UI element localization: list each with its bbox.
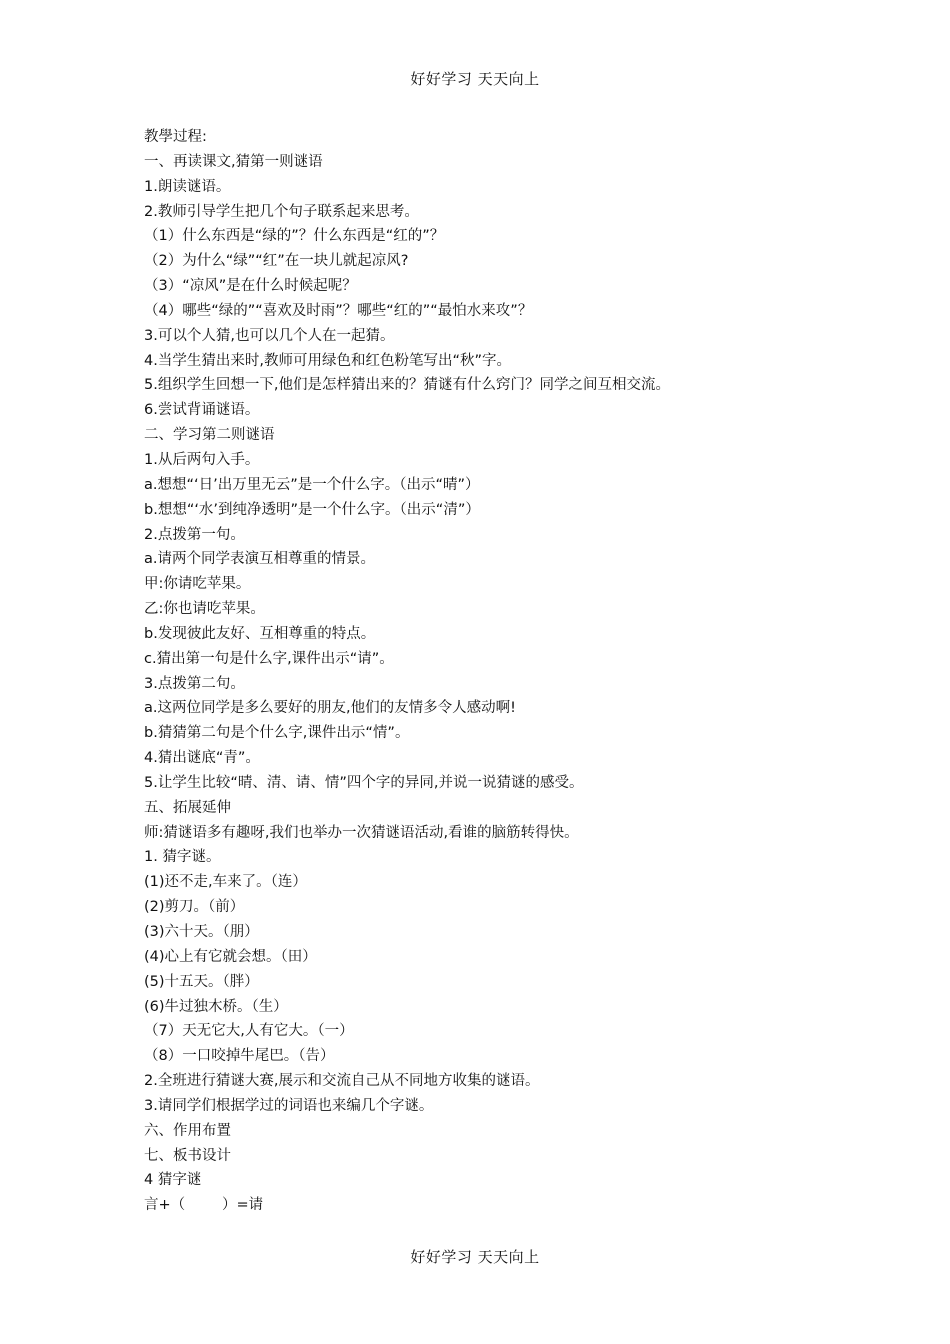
text-line: 3.可以个人猜,也可以几个人在一起猜。 xyxy=(144,327,395,344)
riddle-item: （7）天无它大,人有它大。（一） xyxy=(144,1023,354,1040)
text-line: a.想想“‘日’出万里无云”是一个什么字。（出示“晴”） xyxy=(144,476,480,493)
text-line: b.猜猜第二句是个什么字,课件出示“情”。 xyxy=(144,725,410,742)
text-line: 3.点拨第二句。 xyxy=(144,675,245,692)
board-formula: 言+（ ）=请 xyxy=(144,1197,264,1214)
text-line: a.这两位同学是多么要好的朋友,他们的友情多令人感动啊! xyxy=(144,700,516,717)
text-line: 4.当学生猜出来时,教师可用绿色和红色粉笔写出“秋”字。 xyxy=(144,352,511,369)
text-line: 5.让学生比较“晴、清、请、情”四个字的异同,并说一说猜谜的感受。 xyxy=(144,774,584,791)
text-line: 乙:你也请吃苹果。 xyxy=(144,601,265,618)
section-heading: 六、作用布置 xyxy=(144,1122,231,1139)
text-line: a.请两个同学表演互相尊重的情景。 xyxy=(144,551,375,568)
riddle-item: (1)还不走,车来了。（连） xyxy=(144,874,307,891)
text-line: c.猜出第一句是什么字,课件出示“请”。 xyxy=(144,650,394,667)
text-line: （1）什么东西是“绿的”？什么东西是“红的”？ xyxy=(144,228,445,245)
text-line: b.想想“‘水’到纯净透明”是一个什么字。（出示“清”） xyxy=(144,501,480,518)
section-heading: 五、拓展延伸 xyxy=(144,799,231,816)
text-line: 1.从后两句入手。 xyxy=(144,451,260,468)
section-heading: 一、再读课文,猜第一则谜语 xyxy=(144,153,323,170)
text-line: 2.点拨第一句。 xyxy=(144,526,245,543)
riddle-item: (4)心上有它就会想。（田） xyxy=(144,948,317,965)
text-line: 师:猜谜语多有趣呀,我们也举办一次猜谜语活动,看谁的脑筋转得快。 xyxy=(144,824,579,841)
text-line: 6.尝试背诵谜语。 xyxy=(144,402,260,419)
text-line: 4.猜出谜底“青”。 xyxy=(144,750,260,767)
text-line: 2.全班进行猜谜大赛,展示和交流自己从不同地方收集的谜语。 xyxy=(144,1073,540,1090)
text-line: （3）“凉风”是在什么时候起呢？ xyxy=(144,278,357,295)
section-heading: 七、板书设计 xyxy=(144,1147,231,1164)
riddle-item: （8）一口咬掉牛尾巴。（告） xyxy=(144,1048,335,1065)
text-line: 1.朗读谜语。 xyxy=(144,178,231,195)
text-line: （4）哪些“绿的”“喜欢及时雨”？哪些“红的”“最怕水来攻”？ xyxy=(144,302,533,319)
text-line: 甲:你请吃苹果。 xyxy=(144,576,251,593)
text-line: 2.教师引导学生把几个句子联系起来思考。 xyxy=(144,203,419,220)
text-line: （2）为什么“绿”“红”在一块儿就起凉风? xyxy=(144,253,409,270)
page-footer: 好好学习 天天向上 xyxy=(410,1248,540,1266)
document-body xyxy=(144,125,824,1218)
text-line: 3.请同学们根据学过的词语也来编几个字谜。 xyxy=(144,1097,434,1114)
text-line: 5.组织学生回想一下,他们是怎样猜出来的？猜谜有什么窍门？同学之间互相交流。 xyxy=(144,377,670,394)
section-heading: 二、学习第二则谜语 xyxy=(144,427,275,444)
page-header: 好好学习 天天向上 xyxy=(410,70,540,88)
riddle-item: (2)剪刀。（前） xyxy=(144,899,245,916)
riddle-item: (5)十五天。（胖） xyxy=(144,973,259,990)
section-title: 教學过程: xyxy=(144,129,207,145)
board-title: 4 猜字谜 xyxy=(144,1172,202,1189)
text-line: b.发现彼此友好、互相尊重的特点。 xyxy=(144,625,376,642)
riddle-item: (6)牛过独木桥。（生） xyxy=(144,998,288,1015)
riddle-item: (3)六十天。（朋） xyxy=(144,924,259,940)
text-line: 1. 猜字谜。 xyxy=(144,849,221,866)
